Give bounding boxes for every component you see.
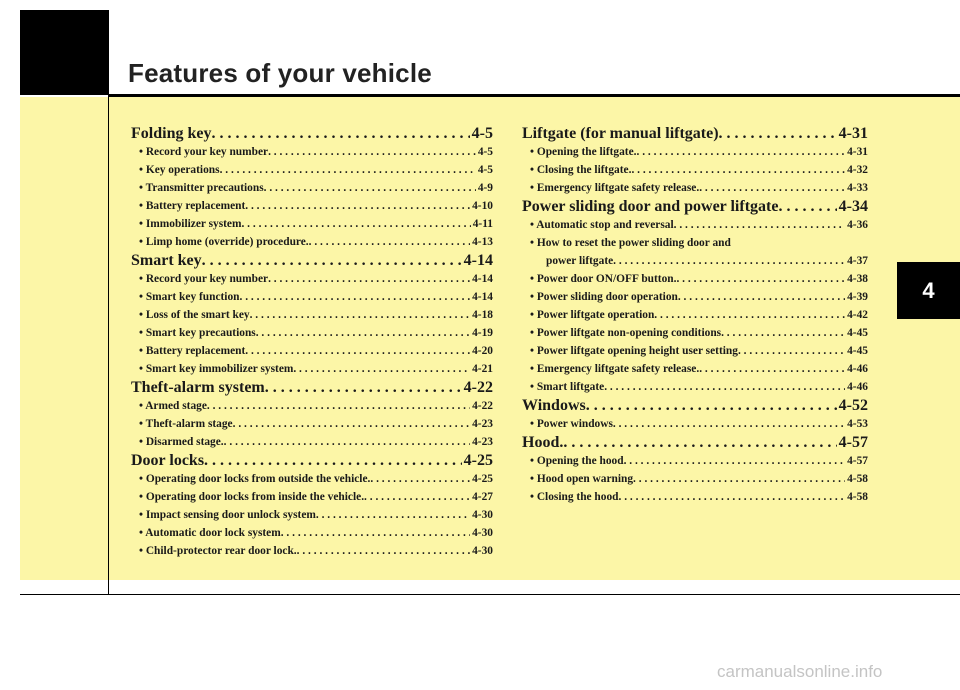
dot-leader	[202, 251, 462, 270]
dot-leader	[256, 324, 470, 342]
toc-page-number: 4-18	[472, 309, 493, 321]
toc-entry[interactable]	[522, 288, 868, 306]
toc-entry-title: power liftgate	[546, 255, 614, 267]
toc-entry[interactable]	[131, 161, 493, 179]
toc-section-entry[interactable]	[131, 124, 493, 143]
toc-entry-title: • Disarmed stage.	[139, 436, 224, 448]
toc-entry-title: • Transmitter precautions	[139, 182, 264, 194]
toc-page-number: 4-58	[847, 491, 868, 503]
toc-entry-title: • Battery replacement	[139, 200, 246, 212]
toc-entry-title: • Key operations	[139, 164, 220, 176]
toc-entry[interactable]	[131, 524, 493, 542]
dot-leader	[268, 143, 476, 161]
toc-page-number: 4-14	[472, 291, 493, 303]
dot-leader	[204, 451, 462, 470]
dot-leader	[309, 233, 470, 251]
toc-entry[interactable]	[131, 397, 493, 415]
toc-entry[interactable]	[522, 360, 868, 378]
toc-page-number: 4-45	[847, 327, 868, 339]
toc-entry-title: • Smart liftgate	[530, 381, 605, 393]
toc-page-number: 4-36	[847, 219, 868, 231]
toc-entry-title: • Opening the liftgate.	[530, 146, 637, 158]
dot-leader	[241, 215, 470, 233]
toc-entry[interactable]	[131, 415, 493, 433]
dot-leader	[619, 488, 846, 506]
toc-entry-title: • Automatic door lock system	[139, 527, 281, 539]
toc-entry-title: • Battery replacement	[139, 345, 246, 357]
dot-leader	[233, 415, 470, 433]
toc-page-number: 4-23	[472, 418, 493, 430]
dot-leader	[719, 124, 837, 143]
toc-page-number: 4-25	[472, 473, 493, 485]
toc-entry-title: • Operating door locks from outside the vehicle.	[139, 473, 371, 485]
toc-entry[interactable]	[131, 179, 493, 197]
toc-entry-title: Hood.	[522, 434, 564, 451]
toc-page-number: 4-32	[847, 164, 868, 176]
dot-leader	[633, 470, 845, 488]
bottom-rule	[20, 594, 960, 595]
toc-entry-title: • Emergency liftgate safety release.	[530, 182, 700, 194]
dot-leader	[738, 342, 845, 360]
toc-entry[interactable]	[131, 488, 493, 506]
toc-entry[interactable]	[131, 433, 493, 451]
toc-page-number: 4-57	[838, 434, 868, 451]
toc-entry-title: • Smart key immobilizer system	[139, 363, 294, 375]
toc-entry-title: Windows	[522, 397, 586, 414]
toc-entry[interactable]	[522, 415, 868, 433]
toc-entry-title: Door locks	[131, 452, 205, 469]
toc-page-number: 4-34	[838, 198, 868, 215]
dot-leader	[293, 360, 470, 378]
toc-page-number: 4-20	[472, 345, 493, 357]
toc-page-number: 4-5	[477, 164, 493, 176]
toc-section-entry[interactable]	[522, 433, 868, 452]
dot-leader	[613, 415, 845, 433]
toc-page-number: 4-5	[477, 146, 493, 158]
dot-leader	[563, 433, 836, 452]
dot-leader	[586, 396, 837, 415]
toc-page-number: 4-21	[472, 363, 493, 375]
toc-entry-title: • Smart key precautions	[139, 327, 256, 339]
dot-leader	[631, 161, 845, 179]
dot-leader	[778, 197, 836, 216]
toc-entry-title: • Power liftgate non-opening conditions	[530, 327, 722, 339]
toc-page-number: 4-33	[847, 182, 868, 194]
toc-page-number: 4-38	[847, 273, 868, 285]
toc-page-number: 4-13	[472, 236, 493, 248]
toc-page-number: 4-53	[847, 418, 868, 430]
dot-leader	[281, 524, 470, 542]
toc-entry[interactable]	[131, 233, 493, 251]
toc-page-number: 4-25	[463, 452, 493, 469]
toc-entry[interactable]	[131, 197, 493, 215]
toc-entry-title: • Automatic stop and reversal	[530, 219, 674, 231]
toc-entry-title: • Emergency liftgate safety release.	[530, 363, 700, 375]
toc-page-number: 4-22	[463, 379, 493, 396]
dot-leader	[678, 288, 845, 306]
toc-entry[interactable]	[131, 360, 493, 378]
toc-entry[interactable]	[131, 470, 493, 488]
toc-entry-title: • Operating door locks from inside the vehicle.	[139, 491, 365, 503]
dot-leader	[264, 179, 476, 197]
toc-entry-title: • Closing the liftgate.	[530, 164, 632, 176]
toc-entry[interactable]	[131, 270, 493, 288]
toc-page-number: 4-10	[472, 200, 493, 212]
toc-page-number: 4-37	[847, 255, 868, 267]
dot-leader	[637, 143, 846, 161]
dot-leader	[699, 360, 845, 378]
toc-entry-title: • How to reset the power sliding door and	[530, 237, 731, 249]
toc-entry[interactable]	[131, 215, 493, 233]
toc-entry[interactable]	[131, 324, 493, 342]
toc-section-entry[interactable]	[131, 251, 493, 270]
toc-page-number: 4-5	[471, 125, 493, 142]
toc-page-number: 4-42	[847, 309, 868, 321]
toc-entry-title: • Armed stage	[139, 400, 207, 412]
toc-entry[interactable]	[131, 143, 493, 161]
toc-entry-title: • Record your key number	[139, 146, 269, 158]
toc-right-column	[522, 124, 868, 506]
header-black-block	[20, 10, 108, 95]
toc-entry-title: • Power sliding door operation	[530, 291, 678, 303]
toc-entry[interactable]	[522, 452, 868, 470]
toc-entry-title: • Immobilizer system	[139, 218, 242, 230]
toc-page-number: 4-30	[472, 509, 493, 521]
dot-leader	[364, 488, 470, 506]
toc-entry-title: • Loss of the smart key	[139, 309, 250, 321]
toc-page-number: 4-11	[472, 218, 493, 230]
dot-leader	[721, 324, 845, 342]
toc-page-number: 4-58	[847, 473, 868, 485]
toc-page-number: 4-31	[838, 125, 868, 142]
toc-section-entry[interactable]	[522, 197, 868, 216]
watermark: carmanualsonline.info	[717, 662, 883, 681]
toc-section-entry[interactable]	[131, 378, 493, 397]
toc-entry-title: • Smart key function	[139, 291, 240, 303]
toc-page-number: 4-31	[847, 146, 868, 158]
toc-entry[interactable]	[522, 270, 868, 288]
toc-page-number: 4-46	[847, 381, 868, 393]
toc-entry[interactable]	[522, 143, 868, 161]
margin-rule	[108, 10, 109, 595]
toc-entry[interactable]	[522, 179, 868, 197]
toc-page-number: 4-52	[838, 397, 868, 414]
toc-left-column	[131, 124, 493, 560]
toc-page-number: 4-23	[472, 436, 493, 448]
toc-entry[interactable]	[522, 378, 868, 396]
toc-entry-title: • Closing the hood	[530, 491, 619, 503]
dot-leader	[268, 270, 470, 288]
title-rule	[108, 94, 960, 97]
page-title: Features of your vehicle	[128, 58, 432, 88]
toc-entry[interactable]	[522, 488, 868, 506]
toc-entry-title: • Opening the hood	[530, 455, 624, 467]
toc-page-number: 4-22	[472, 400, 493, 412]
dot-leader	[245, 342, 470, 360]
toc-entry-title: Liftgate (for manual liftgate)	[522, 125, 719, 142]
dot-leader	[316, 506, 470, 524]
toc-page-number: 4-27	[472, 491, 493, 503]
toc-page-number: 4-19	[472, 327, 493, 339]
dot-leader	[240, 288, 471, 306]
toc-entry[interactable]	[522, 306, 868, 324]
toc-page-number: 4-46	[847, 363, 868, 375]
toc-entry-title: • Hood open warning	[530, 473, 634, 485]
toc-section-entry[interactable]	[522, 396, 868, 415]
dot-leader	[674, 216, 845, 234]
toc-entry-title: • Power windows	[530, 418, 613, 430]
toc-entry-title: • Child-protector rear door lock.	[139, 545, 297, 557]
toc-page-number: 4-14	[463, 252, 493, 269]
toc-entry-title: • Record your key number	[139, 273, 269, 285]
dot-leader	[211, 124, 469, 143]
toc-entry-title: • Power liftgate opening height user setting	[530, 345, 738, 357]
toc-entry[interactable]	[131, 288, 493, 306]
toc-entry-title: • Power liftgate operation	[530, 309, 655, 321]
toc-entry[interactable]	[522, 234, 868, 252]
toc-entry-title: • Limp home (override) procedure.	[139, 236, 309, 248]
toc-section-entry[interactable]	[131, 451, 493, 470]
toc-entry[interactable]	[522, 470, 868, 488]
toc-page-number: 4-57	[847, 455, 868, 467]
toc-entry-title: Theft-alarm system	[131, 379, 265, 396]
toc-entry[interactable]	[522, 324, 868, 342]
toc-page-number: 4-14	[472, 273, 493, 285]
dot-leader	[250, 306, 471, 324]
toc-entry-title: Folding key	[131, 125, 212, 142]
chapter-tab[interactable]: 4	[897, 262, 960, 319]
dot-leader	[265, 378, 462, 397]
toc-section-entry[interactable]	[522, 124, 868, 143]
dot-leader	[245, 197, 470, 215]
toc-entry-continuation[interactable]	[522, 252, 868, 270]
toc-entry[interactable]	[131, 506, 493, 524]
toc-entry-title: • Theft-alarm stage	[139, 418, 233, 430]
dot-leader	[297, 542, 470, 560]
toc-entry[interactable]	[522, 342, 868, 360]
toc-entry[interactable]	[131, 542, 493, 560]
toc-entry-title: Power sliding door and power liftgate	[522, 198, 779, 215]
dot-leader	[604, 378, 845, 396]
dot-leader	[207, 397, 470, 415]
toc-entry-title: • Impact sensing door unlock system	[139, 509, 316, 521]
toc-page-number: 4-39	[847, 291, 868, 303]
dot-leader	[370, 470, 470, 488]
toc-page-number: 4-30	[472, 527, 493, 539]
dot-leader	[624, 452, 846, 470]
toc-page-number: 4-9	[477, 182, 493, 194]
toc-entry[interactable]	[522, 216, 868, 234]
dot-leader	[654, 306, 845, 324]
dot-leader	[613, 252, 845, 270]
dot-leader	[224, 433, 470, 451]
toc-page-number: 4-45	[847, 345, 868, 357]
toc-entry-title: • Power door ON/OFF button.	[530, 273, 677, 285]
dot-leader	[676, 270, 845, 288]
dot-leader	[699, 179, 845, 197]
toc-page-number: 4-30	[472, 545, 493, 557]
dot-leader	[220, 161, 476, 179]
toc-entry[interactable]	[522, 161, 868, 179]
toc-entry-title: Smart key	[131, 252, 202, 269]
toc-entry[interactable]	[131, 306, 493, 324]
toc-entry[interactable]	[131, 342, 493, 360]
